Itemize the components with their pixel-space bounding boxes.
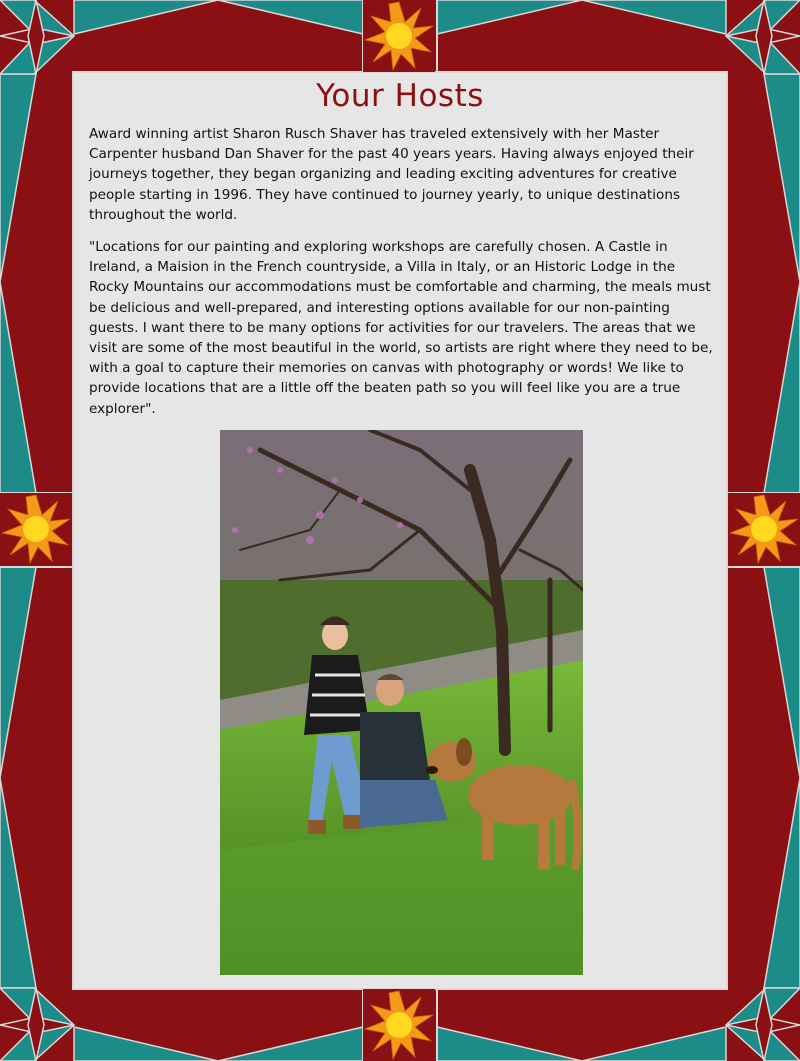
hosts-photo: [220, 430, 583, 975]
sun-icon: [363, 989, 435, 1061]
intro-paragraph: Award winning artist Sharon Rusch Shaver has traveled extensively with her Master Carpenter husband Dan Shaver for the past 40 years years. Having always enjoyed their journeys together, they began organizing and leading exciting adventures for creative people starting in 1996. They have continued to journey yearly, to unique destinations throughout the world.: [89, 126, 694, 223]
sun-icon: [728, 493, 800, 565]
quote-paragraph: "Locations for our painting and exploring workshops are carefully chosen. A Castle in Ireland, a Maision in the French countryside, a Villa in Italy, or an Historic Lodge in the Rocky Mountains our accommodations must be comfortable and charming, the meals must be delicious and well-prepared, and interesting options available for our non-painting guests. I want there to be many options for activities for our travelers. The areas that we visit are some of the most beautiful in the world, so artists are right where they need to be, with a goal to capture their memories on canvas with photography or words! We like to provide locations that are a little off the beaten path so you will feel like you are a true explorer".: [89, 239, 713, 417]
sun-icon: [0, 493, 72, 565]
page-title: Your Hosts: [316, 78, 484, 114]
sun-icon: [363, 0, 435, 72]
